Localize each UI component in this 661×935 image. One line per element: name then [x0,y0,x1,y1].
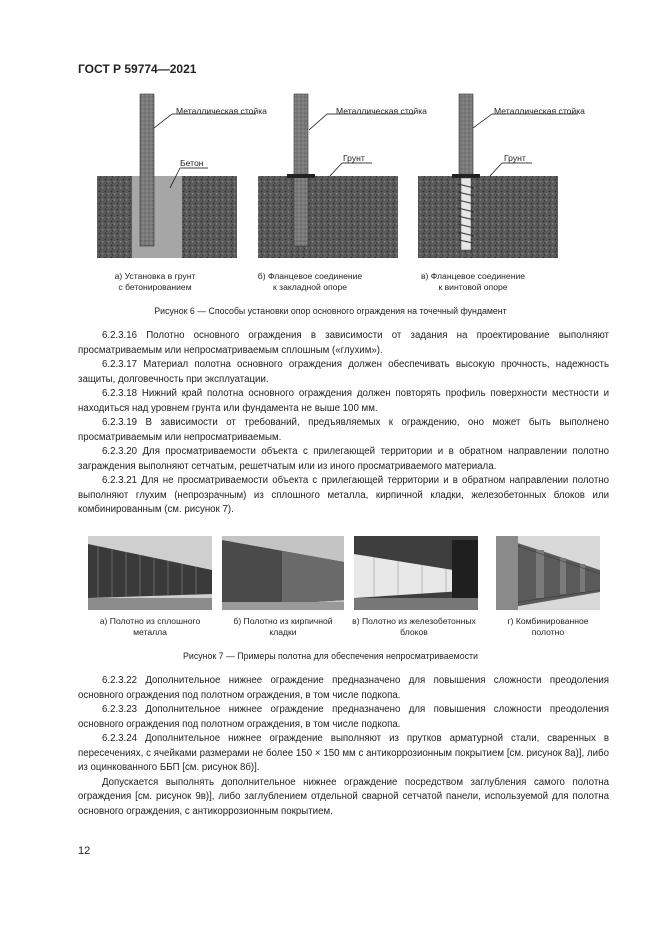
figure7-title: Рисунок 7 — Примеры полотна для обеспечения непросматриваемости [183,651,478,661]
figure7-caption-d: г) Комбинированное полотно [507,616,589,637]
figure-6-drawing [80,88,600,278]
figure6-title: Рисунок 6 — Способы установки опор основного ограждения на точечный фундамент [154,306,507,316]
figure6-variant-b [258,94,414,258]
paragraph: 6.2.3.20 Для просматриваемости объекта с прилегающей территории и в обратном направлении полотно заграждения выполняют сетчатым, решетчатым или из иного просматриваемого материала. [78,446,609,472]
paragraph: 6.2.3.17 Материал полотна основного ограждения должен обеспечивать высокую прочность, надежность защиты, долговечность при эксплуатации. [78,359,609,385]
figure7-caption-a: а) Полотно из сплошного металла [99,616,201,637]
paragraph: 6.2.3.21 Для не просматриваемости объекта с прилегающей территории и в обратном направлении полотно выполняют глухим (непрозрачным) из сплошного металла, кирпичной кладки, железобетонных блоков или комбинированным (см. рисунок 7). [78,475,609,515]
paragraph: Допускается выполнять дополнительное нижнее ограждение посредством заглубления самого полотна ограждения [см. рисунок 9в)], либо заглублением отдельной сварной сетчатой панели, используемой для полотна основного ограждения, с антикоррозионным покрытием. [78,776,609,817]
label-metal-post-a: Металлическая стойка [176,106,267,116]
paragraph: 6.2.3.19 В зависимости от требований, предъявляемых к ограждению, оно может быть выполнено просматриваемым или непросматриваемым. [78,417,609,443]
paragraph: 6.2.3.23 Дополнительное нижнее ограждение предназначено для повышения сложности преодоления основного ограждения под полотном ограждения, в том числе подкопа. [78,704,609,730]
figure6-variant-c [418,94,578,258]
paragraph: 6.2.3.16 Полотно основного ограждения в зависимости от задания на проектирование выполняют просматриваемым или непросматриваемым сплошным («глухим»). [78,330,609,356]
photo-brick-fence [222,536,344,610]
body-text-block-1 [78,329,609,518]
paragraph: 6.2.3.18 Нижний край полотна основного ограждения должен повторять профиль поверхности местности и находиться над уровнем грунта или фундамента не выше 100 мм. [78,388,609,414]
photo-concrete-block-fence [354,536,478,610]
body-text-block-2 [78,674,609,819]
paragraph: 6.2.3.22 Дополнительное нижнее ограждение предназначено для повышения сложности преодоления основного ограждения под полотном ограждения, в том числе подкопа. [78,675,609,701]
photo-solid-metal-fence [88,536,212,610]
figure6-caption-b: б) Фланцевое соединение к закладной опоре [257,271,363,292]
label-metal-post-c: Металлическая стойка [494,106,585,116]
page-number: 12 [78,845,91,857]
figure6-caption-c: в) Фланцевое соединение к винтовой опоре [420,271,526,292]
figure7-caption-c: в) Полотно из железобетонных блоков [352,616,476,637]
figure6-variant-a [97,94,256,258]
label-concrete: Бетон [180,158,204,168]
figure7-caption-b: б) Полотно из кирпичной кладки [233,616,333,637]
photo-combined-fence [496,536,600,610]
label-soil-c: Грунт [504,153,526,163]
label-soil-b: Грунт [343,153,365,163]
figure6-caption-a: а) Установка в грунт с бетонированием [114,271,196,292]
label-metal-post-b: Металлическая стойка [336,106,427,116]
paragraph: 6.2.3.24 Дополнительное нижнее ограждение выполняют из прутков арматурной стали, сваренных в пересечениях, с ячейками размерами не более 150 × 150 мм с антикоррозионным покрытием [см. рисунок 8а)], либо из оцинкованного ББП [см. рисунок 8б)]. [78,733,609,773]
document-header: ГОСТ Р 59774—2021 [78,62,197,76]
